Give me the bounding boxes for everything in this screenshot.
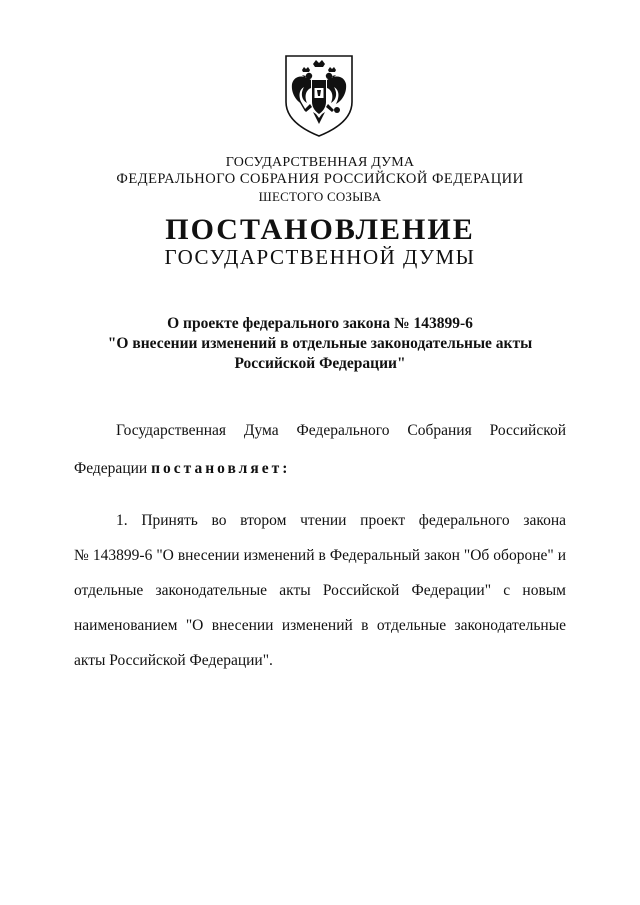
org-name-line-1: ГОСУДАРСТВЕННАЯ ДУМА xyxy=(225,155,415,170)
item-1-line-2: № 143899-6 "О внесении изменений в Федеральный закон "Об обороне" и xyxy=(74,547,566,564)
intro-line-2 xyxy=(74,459,566,479)
subject-line-3: Российской Федерации" xyxy=(234,355,406,372)
russian-coat-of-arms-icon xyxy=(282,52,356,138)
item-1-line-5: акты Российской Федерации". xyxy=(74,652,273,669)
item-1-line-1: 1. Принять во втором чтении проект федерального закона xyxy=(116,512,566,529)
subject-line-2: "О внесении изменений в отдельные законодательные акты xyxy=(107,335,533,352)
org-name-line-2: ФЕДЕРАЛЬНОГО СОБРАНИЯ РОССИЙСКОЙ ФЕДЕРАЦИИ xyxy=(116,171,524,187)
coat-of-arms-emblem xyxy=(282,52,356,138)
intro-line-2-text: Федерации xyxy=(74,460,152,477)
subject-line-1: О проекте федерального закона № 143899-6 xyxy=(167,315,473,332)
item-1-line-3: отдельные законодательные акты Российской Федерации" с новым xyxy=(74,582,566,599)
item-1-line-4: наименованием "О внесении изменений в отдельные законодательные xyxy=(74,617,566,634)
convocation-line: ШЕСТОГО СОЗЫВА xyxy=(258,189,382,204)
intro-line-1: Государственная Дума Федерального Собрания Российской xyxy=(116,422,566,439)
document-type-heading: ПОСТАНОВЛЕНИЕ xyxy=(165,213,475,246)
resolves-keyword: постановляет: xyxy=(151,460,291,477)
document-issuer-heading: ГОСУДАРСТВЕННОЙ ДУМЫ xyxy=(164,245,476,269)
